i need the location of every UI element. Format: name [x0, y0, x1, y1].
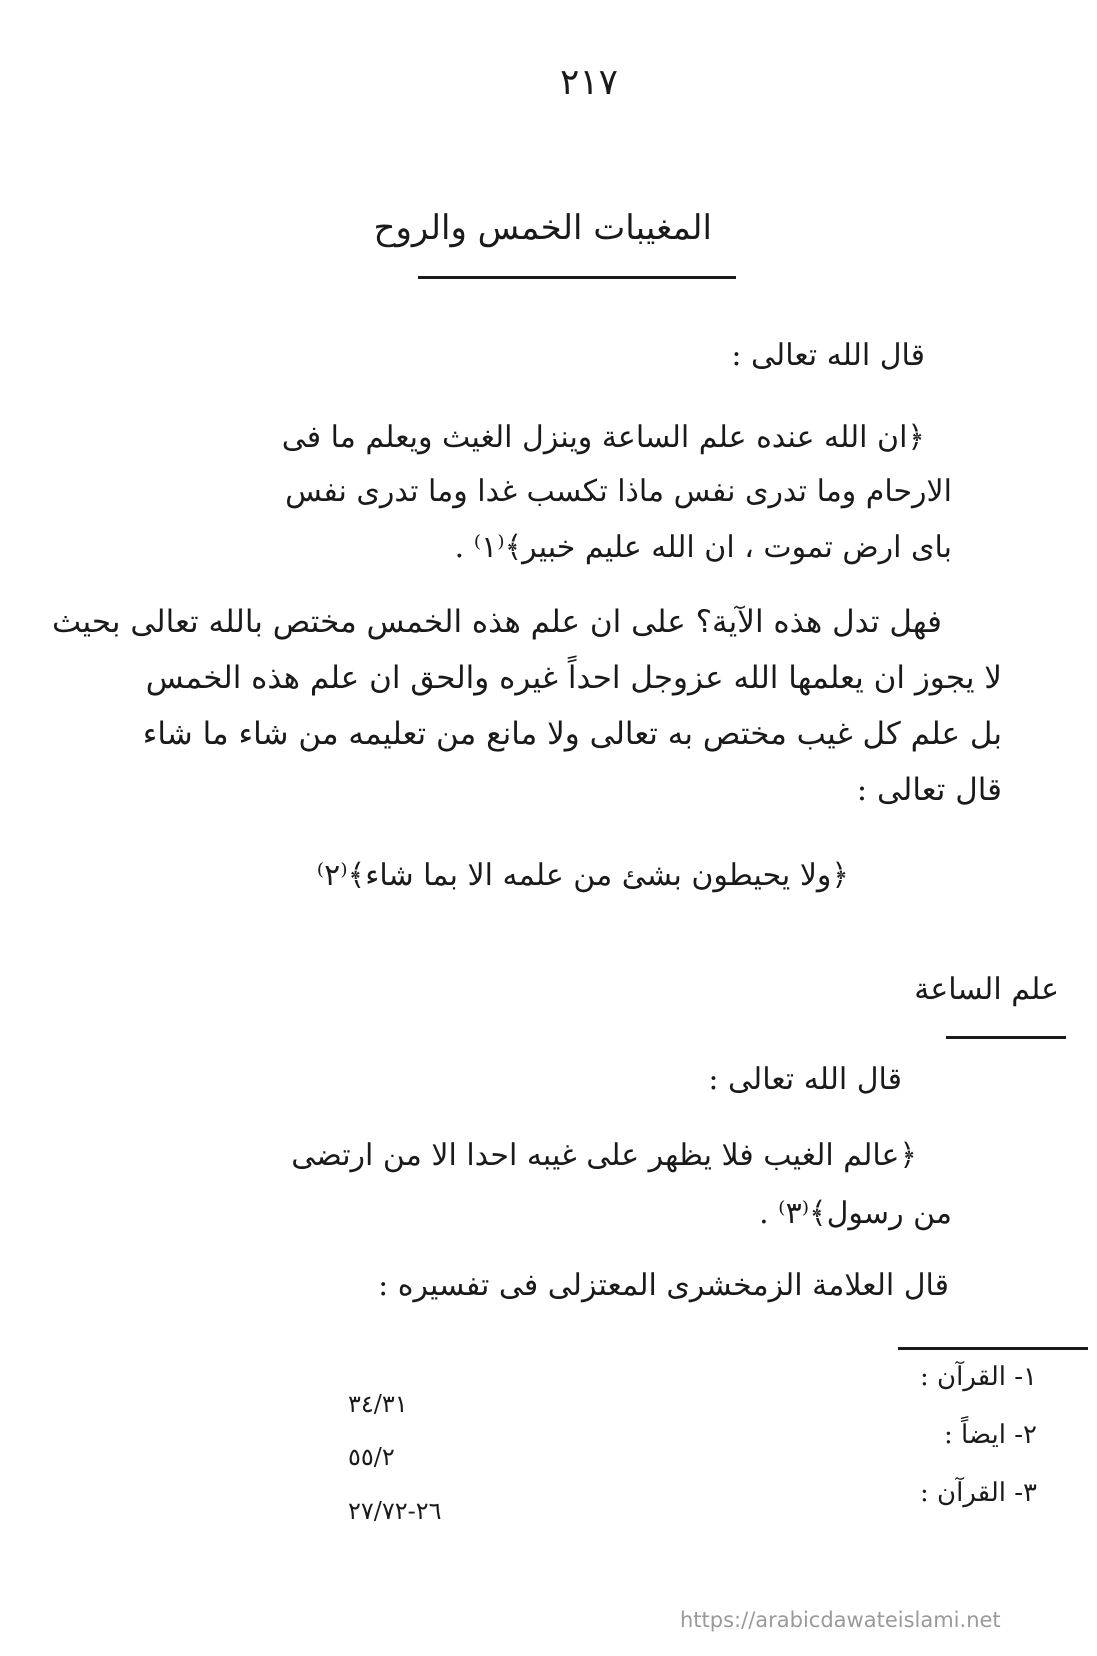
paragraph-line-2: لا يجوز ان يعلمها الله عزوجل احداً غيره والحق ان علم هذه الخمس	[145, 660, 1002, 696]
page-title: المغيبات الخمس والروح	[373, 208, 712, 248]
verse2: ﴿ولا يحيطون بشئ من علمه الا بما شاء﴾⁽٢⁾	[316, 858, 849, 893]
paragraph-line-4: قال تعالى :	[856, 772, 1002, 808]
verse-line-3: باى ارض تموت ، ان الله عليم خبير﴾⁽١⁾ .	[454, 530, 952, 565]
footnote-1-ref: ٣٤/٣١	[348, 1390, 408, 1418]
section2-intro: قال الله تعالى :	[708, 1062, 902, 1097]
watermark-url: https://arabicdawateislami.net	[680, 1608, 1001, 1632]
footnote-3-label: ٣- القرآن :	[919, 1478, 1037, 1508]
footnote-divider	[898, 1347, 1088, 1350]
footnote-2-ref: ٥٥/٢	[348, 1443, 395, 1471]
verse-line-1: ﴿ان الله عنده علم الساعة وينزل الغيث ويعلم ما فى	[281, 420, 925, 455]
footnote-1-label: ١- القرآن :	[919, 1362, 1037, 1392]
title-underline	[418, 276, 736, 279]
page-number: ٢١٧	[560, 62, 619, 103]
paragraph-line-1: فهل تدل هذه الآية؟ على ان علم هذه الخمس مختص بالله تعالى بحيث	[52, 604, 942, 640]
section2-verse-line-1: ﴿عالم الغيب فلا يظهر على غيبه احدا الا من ارتضى	[291, 1138, 917, 1173]
section1-intro: قال الله تعالى :	[731, 338, 925, 373]
footnote-2-label: ٢- ايضاً :	[944, 1420, 1037, 1450]
section2-underline	[946, 1036, 1066, 1039]
verse-line-2: الارحام وما تدرى نفس ماذا تكسب غدا وما تدرى نفس	[285, 474, 952, 509]
zamakhshari-quote-intro: قال العلامة الزمخشرى المعتزلى فى تفسيره :	[378, 1268, 949, 1303]
section2-verse-line-2: من رسول﴾⁽٣⁾ .	[759, 1196, 952, 1231]
footnote-3-ref: ٢٦-٢٧/٧٢	[348, 1497, 442, 1525]
section2-heading: علم الساعة	[914, 972, 1059, 1007]
paragraph-line-3: بل علم كل غيب مختص به تعالى ولا مانع من تعليمه من شاء ما شاء	[142, 716, 1002, 752]
